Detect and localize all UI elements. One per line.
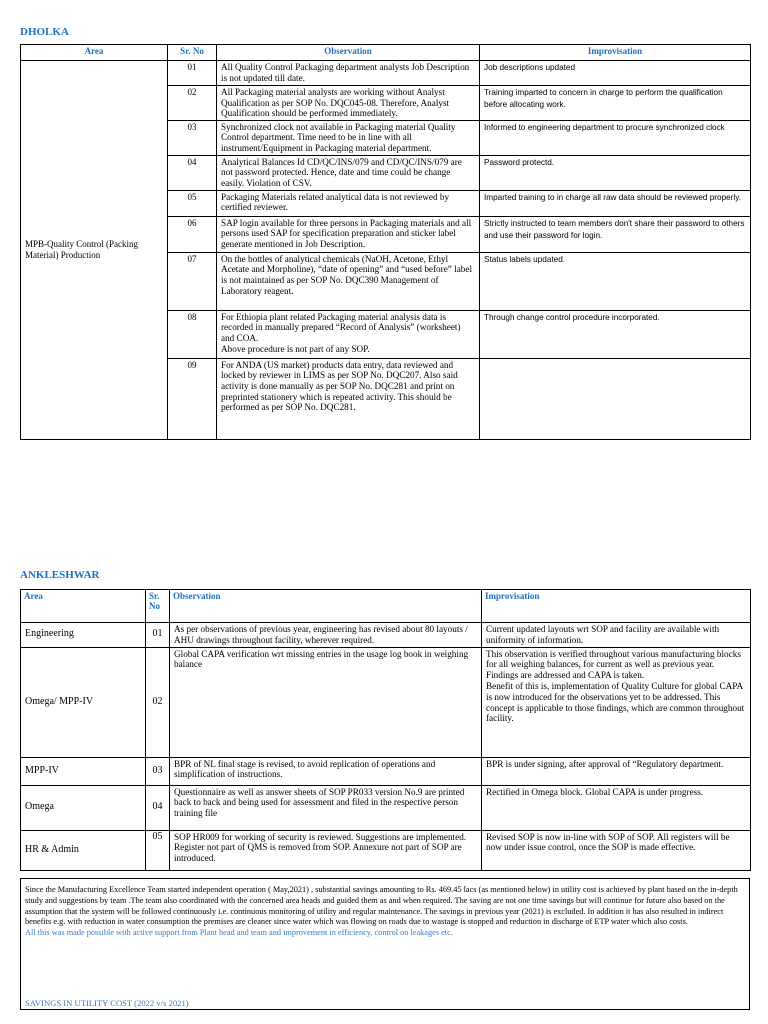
sr-cell: 04 xyxy=(146,785,170,830)
ankleshwar-heading: ANKLESHWAR xyxy=(20,569,100,581)
observation-cell: Questionnaire as well as answer sheets of SOP PR033 version No.9 are printed back to back and being used for assessment and filed in the respective person training file xyxy=(170,785,482,830)
area-cell: MPP-IV xyxy=(21,757,146,785)
improvisation-cell: Through change control procedure incorporated. xyxy=(480,310,751,358)
savings-title: SAVINGS IN UTILITY COST (2022 v/s 2021) xyxy=(25,998,189,1008)
sr-cell: 01 xyxy=(168,61,217,86)
sr-cell: 05 xyxy=(146,830,170,870)
dholka-heading: DHOLKA xyxy=(20,26,69,38)
header-sr-no: Sr. No xyxy=(146,590,170,623)
sr-cell: 08 xyxy=(168,310,217,358)
header-observation: Observation xyxy=(217,45,480,61)
header-observation: Observation xyxy=(170,590,482,623)
improvisation-cell xyxy=(482,647,751,757)
improvisation-cell: Training imparted to concern in charge to perform the qualification before allocating work. xyxy=(480,86,751,121)
sr-cell: 02 xyxy=(168,86,217,121)
observation-cell: All Packaging material analysts are working without Analyst Qualification as per SOP No. DQC045-08. Therefore, Analyst Qualification should be performed immediately. xyxy=(217,86,480,121)
improvisation-cell: Status labels updated. xyxy=(480,252,751,310)
header-area: Area xyxy=(21,590,146,623)
sr-cell: 02 xyxy=(146,647,170,757)
observation-cell: SAP login available for three persons in Packaging materials and all persons used SAP for specification preparation and sticker label generate mentioned in Job Description. xyxy=(217,216,480,252)
improvisation-text: This observation is verified throughout various manufacturing blocks for all weighing balances, for current as well as previous year. Findings are addressed and CAPA is taken. xyxy=(486,648,741,681)
improvisation-cell: BPR is under signing, after approval of “Regulatory department. xyxy=(482,757,751,785)
sr-cell: 09 xyxy=(168,358,217,439)
table-row xyxy=(21,61,751,86)
improvisation-cell: Informed to engineering department to procure synchronized clock xyxy=(480,120,751,155)
observation-text: For Ethiopia plant related Packaging material analysis data is recorded in manually prepared “Record of Analysis” (worksheet) and COA. xyxy=(221,311,461,343)
header-area: Area xyxy=(21,45,168,61)
improvisation-cell: Password protectd. xyxy=(480,155,751,190)
sr-cell: 05 xyxy=(168,190,217,216)
header-improvisation: Improvisation xyxy=(480,45,751,61)
observation-cell: All Quality Control Packaging department analysts Job Description is not updated till date. xyxy=(217,61,480,86)
ankleshwar-header-row xyxy=(21,590,751,623)
observation-cell: For ANDA (US market) products data entry, data reviewed and locked by reviewer in LIMS as per SOP No. DQC207. Also said activity is done manually as per SOP No. DQC281 and print on preprinted stationery which is repeated activity. This should be performed as per SOP No. DQC281. xyxy=(217,358,480,439)
observation-cell: On the bottles of analytical chemicals (NaOH, Acetone, Ethyl Acetate and Morpholine), “date of opening” and “used before” label is not maintained as per SOP No. DQC390 Management of Laboratory reagent. xyxy=(217,252,480,310)
sr-cell: 06 xyxy=(168,216,217,252)
dholka-header-row xyxy=(21,45,751,61)
area-cell: Omega/ MPP-IV xyxy=(21,647,146,757)
sr-cell: 04 xyxy=(168,155,217,190)
observation-cell: Global CAPA verification wrt missing entries in the usage log book in weighing balance xyxy=(170,647,482,757)
observation-cell: SOP HR009 for working of security is reviewed. Suggestions are implemented. Register not part of QMS is removed from SOP. Annexure not part of SOP are introduced. xyxy=(170,830,482,870)
table-row xyxy=(21,647,751,757)
ankleshwar-table xyxy=(20,589,751,871)
area-cell: Omega xyxy=(21,785,146,830)
improvisation-text-2: Benefit of this is, implementation of Quality Culture for global CAPA is now introduced for the observations yet to be addressed. This concept is applicable to those findings, which are common throughout facility. xyxy=(486,680,745,724)
improvisation-cell: Imparted training to in charge all raw data should be reviewed properly. xyxy=(480,190,751,216)
improvisation-cell xyxy=(480,358,751,439)
observation-cell: As per observations of previous year, engineering has revised about 80 layouts / AHU drawings throughout facility, wherever required. xyxy=(170,623,482,648)
improvisation-cell: Current updated layouts wrt SOP and facility are available with uniformity of information. xyxy=(482,623,751,648)
area-cell: MPB-Quality Control (Packing Material) Production xyxy=(21,61,168,440)
observation-cell xyxy=(217,310,480,358)
header-sr-no: Sr. No xyxy=(168,45,217,61)
area-cell: HR & Admin xyxy=(21,830,146,870)
header-improvisation: Improvisation xyxy=(482,590,751,623)
observation-text-2: Above procedure is not part of any SOP. xyxy=(221,343,370,354)
observation-cell: Analytical Balances Id CD/QC/INS/079 and CD/QC/INS/079 are not password protected. Hence, date and time could be change easily. Violation of CSV. xyxy=(217,155,480,190)
table-row xyxy=(21,623,751,648)
table-row xyxy=(21,830,751,870)
dholka-table xyxy=(20,44,751,440)
savings-paragraph: Since the Manufacturing Excellence Team started independent operation ( May,2021) , substantial savings amounting to Rs. 469.45 lacs (as mentioned below) in utility cost is achieved by plant based on the in-depth study and suggestions by team .The team also coordinated with the concerned area heads and guided them as and when required. The saving are not one time savings but will continue for future also based on the assumption that the system will be followed continuously i.e. continuous monitoring of utility and regular maintenance. The savings in previous year (2021) is excluded. In addition it has also resulted in indirect benefits e.g. with reduction in water consumption the premises are cleaner since water which was flowing on roads due to wastage is stopped and reduction in discharge of ETP water which also costs. xyxy=(25,885,738,927)
observation-cell: BPR of NL final stage is revised, to avoid replication of operations and simplification of instructions. xyxy=(170,757,482,785)
improvisation-cell: Strictly instructed to team members don't share their password to others and use their password for login. xyxy=(480,216,751,252)
area-cell: Engineering xyxy=(21,623,146,648)
improvisation-cell: Job descriptions updated xyxy=(480,61,751,86)
observation-cell: Packaging Materials related analytical data is not reviewed by certified reviewer. xyxy=(217,190,480,216)
improvisation-cell: Rectified in Omega block. Global CAPA is under progress. xyxy=(482,785,751,830)
sr-cell: 03 xyxy=(146,757,170,785)
table-row xyxy=(21,757,751,785)
sr-cell: 01 xyxy=(146,623,170,648)
support-text: All this was made possible with active support from Plant head and team and improvement in efficiency, control on leakages etc. xyxy=(25,928,453,938)
table-row xyxy=(21,785,751,830)
improvisation-cell: Revised SOP is now in-line with SOP of SOP. All registers will be now under issue control, once the SOP is made effective. xyxy=(482,830,751,870)
sr-cell: 03 xyxy=(168,120,217,155)
sr-cell: 07 xyxy=(168,252,217,310)
savings-note-box xyxy=(20,878,750,1010)
observation-cell: Synchronized clock not available in Packaging material Quality Control department. Time need to be in line with all instrument/Equipment in Packaging material department. xyxy=(217,120,480,155)
